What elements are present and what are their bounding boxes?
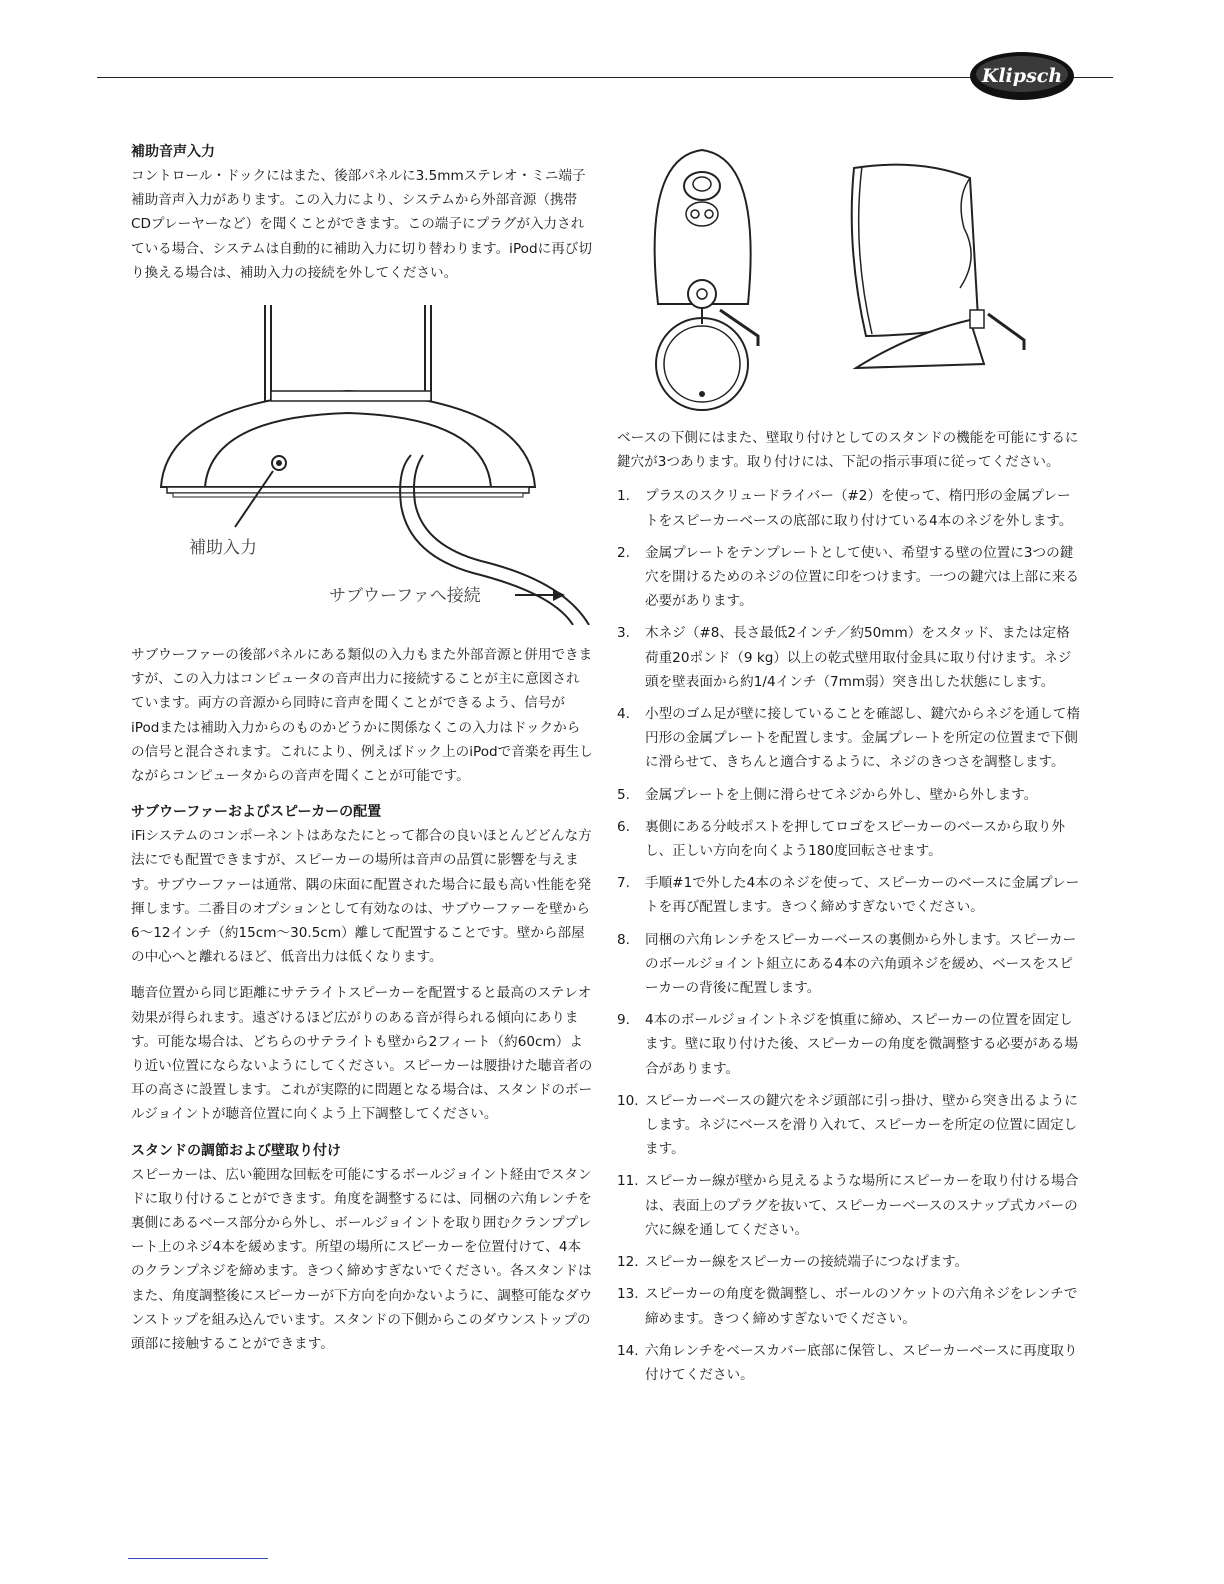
- step-text: 木ネジ（#8、長さ最低2インチ／約50mm）をスタッド、または定格荷重20ポンド（9 kg）以上の乾式壁用取付金具に取り付けます。ネジ頭を壁表面から約1/4インチ（7mm弱）突き出した状態にします。: [645, 625, 1072, 690]
- step-number: 5.: [617, 786, 630, 803]
- step-item: [617, 702, 1083, 775]
- step-item: [617, 1169, 1083, 1242]
- step-item: [617, 1339, 1083, 1387]
- step-text: 金属プレートをテンプレートとして使い、希望する壁の位置に3つの鍵穴を開けるためのネジの位置に印をつけます。一つの鍵穴は上部に来る必要があります。: [645, 544, 1079, 610]
- subwoofer-connect-label: サブウーファへ接続: [329, 586, 481, 607]
- right-column: [617, 426, 1083, 1395]
- step-number: 11.: [617, 1173, 639, 1190]
- placement-heading: サブウーファーおよびスピーカーの配置: [131, 804, 382, 821]
- step-number: 8.: [617, 931, 630, 948]
- step-number: 2.: [617, 544, 630, 561]
- placement-paragraph-2: 聴音位置から同じ距離にサテライトスピーカーを配置すると最高のステレオ効果が得られます。遠ざけるほど広がりのある音が得られる傾向にあります。可能な場合は、どちらのサテライトも壁から2フィート（約60cm）より近い位置にならないようにしてください。スピーカーは腰掛けた聴音者の耳の高さに設置します。これが実際的に問題となる場合は、スタンドのボールジョイントが聴音位置に向くよう上下調整してください。: [131, 985, 593, 1123]
- step-text: スピーカーの角度を微調整し、ボールのソケットの六角ネジをレンチで締めます。きつく締めすぎないでください。: [645, 1286, 1078, 1327]
- step-text: プラスのスクリュードライバー（#2）を使って、楕円形の金属プレートをスピーカーベースの底部に取り付けている4本のネジを外します。: [645, 488, 1073, 529]
- step-item: [617, 621, 1083, 694]
- step-number: 10.: [617, 1092, 639, 1109]
- step-text: 小型のゴム足が壁に接していることを確認し、鍵穴からネジを通して楕円形の金属プレートを配置します。金属プレートを所定の位置まで下側に滑らせて、きちんと適合するように、ネジのきつさを調整します。: [645, 706, 1080, 771]
- wall-mount-intro: ベースの下側にはまた、壁取り付けとしてのスタンドの機能を可能にするに鍵穴が3つあります。取り付けには、下記の指示事項に従ってください。: [617, 430, 1079, 471]
- step-number: 1.: [617, 488, 630, 505]
- step-text: スピーカーベースの鍵穴をネジ頭部に引っ掛け、壁から突き出るようにします。ネジにベースを滑り入れて、スピーカーを所定の位置に固定します。: [645, 1092, 1078, 1158]
- step-number: 12.: [617, 1254, 639, 1271]
- placement-paragraph-1: iFiシステムのコンポーネントはあなたにとって都合の良いほとんどどんな方法にでも配置できますが、スピーカーの場所は音声の品質に影響を与えます。サブウーファーは通常、隅の床面に配置された場合に最も高い性能を発揮します。二番目のオプションとして有効なのは、サブウーファーを壁から6～12インチ（約15cm～30.5cm）離して配置することです。壁から部屋の中心へと離れるほど、低音出力は低くなります。: [131, 828, 592, 966]
- aux-input-label: 補助入力: [189, 538, 257, 559]
- step-number: 3.: [617, 625, 630, 642]
- step-item: [617, 1282, 1083, 1330]
- subwoofer-paragraph: サブウーファーの後部パネルにある類似の入力もまた外部音源と併用できますが、この入力はコンピュータの音声出力に接続することが主に意図されています。両方の音源から同時に音声を聞くことができるよう、信号がiPodまたは補助入力からのものかどうかに関係なくこの入力はドックからの信号と混合されます。これにより、例えばドック上のiPodで音楽を再生しながらコンピュータからの音声を聞くことが可能です。: [131, 647, 593, 785]
- step-item: [617, 871, 1083, 919]
- dock-figure: [153, 305, 593, 625]
- footer-link-rule: [128, 1558, 268, 1559]
- left-column: [131, 140, 593, 1356]
- step-item: [617, 1250, 1083, 1274]
- step-item: [617, 928, 1083, 1001]
- header-rule: [97, 77, 1113, 78]
- step-number: 14.: [617, 1342, 639, 1359]
- aux-paragraph: コントロール・ドックにはまた、後部パネルに3.5mmステレオ・ミニ端子補助音声入力があります。この入力により、システムから外部音源（携帯CDプレーヤーなど）を聞くことができます。この端子にプラグが入力されている場合、システムは自動的に補助入力に切り替わります。iPodに再び切り換える場合は、補助入力の接続を外してください。: [131, 168, 592, 281]
- step-item: [617, 484, 1083, 532]
- step-item: [617, 1008, 1083, 1081]
- step-text: 4本のボールジョイントネジを慎重に締め、スピーカーの位置を固定します。壁に取り付けた後、スピーカーの角度を微調整する必要がある場合があります。: [645, 1012, 1079, 1077]
- step-item: [617, 1089, 1083, 1162]
- step-text: 同梱の六角レンチをスピーカーベースの裏側から外します。スピーカーのボールジョイント組立にある4本の六角頭ネジを緩め、ベースをスピーカーの背後に配置します。: [645, 931, 1077, 997]
- step-item: [617, 541, 1083, 614]
- logo-text: Klipsch: [981, 65, 1063, 87]
- step-item: [617, 815, 1083, 863]
- step-text: 裏側にある分岐ポストを押してロゴをスピーカーのベースから取り外し、正しい方向を向くよう180度回転させます。: [645, 818, 1065, 860]
- stand-paragraph: スピーカーは、広い範囲な回転を可能にするボールジョイント経由でスタンドに取り付けることができます。角度を調整するには、同梱の六角レンチを裏側にあるベース部分から外し、ボールジョイントを取り囲むクランププレート上のネジ4本を緩めます。所望の場所にスピーカーを位置付けて、4本のクランプネジを締めます。きつく締めすぎないでください。各スタンドはまた、角度調整後にスピーカーが下方向を向かないように、調整可能なダウンストップを組み込んでいます。スタンドの下側からこのダウンストップの頭部に接触することができます。: [131, 1166, 593, 1353]
- step-text: スピーカー線が壁から見えるような場所にスピーカーを取り付ける場合は、表面上のプラグを抜いて、スピーカーベースのスナップ式カバーの穴に線を通してください。: [645, 1173, 1079, 1238]
- aux-heading: 補助音声入力: [131, 144, 215, 160]
- klipsch-logo: [968, 50, 1076, 102]
- speaker-mount-figure: [640, 138, 1080, 414]
- step-number: 7.: [617, 875, 630, 892]
- step-number: 9.: [617, 1012, 630, 1029]
- step-number: 6.: [617, 818, 630, 835]
- step-text: 金属プレートを上側に滑らせてネジから外し、壁から外します。: [645, 786, 1038, 803]
- step-text: スピーカー線をスピーカーの接続端子につなげます。: [645, 1254, 969, 1271]
- stand-heading: スタンドの調節および壁取り付け: [131, 1142, 341, 1159]
- step-number: 4.: [617, 706, 630, 723]
- step-text: 六角レンチをベースカバー底部に保管し、スピーカーベースに再度取り付けてください。: [645, 1342, 1078, 1383]
- step-item: [617, 783, 1083, 807]
- step-text: 手順#1で外した4本のネジを使って、スピーカーのベースに金属プレートを再び配置します。きつく締めすぎないでください。: [645, 875, 1080, 916]
- wall-mount-steps: [617, 484, 1083, 1387]
- step-number: 13.: [617, 1286, 639, 1303]
